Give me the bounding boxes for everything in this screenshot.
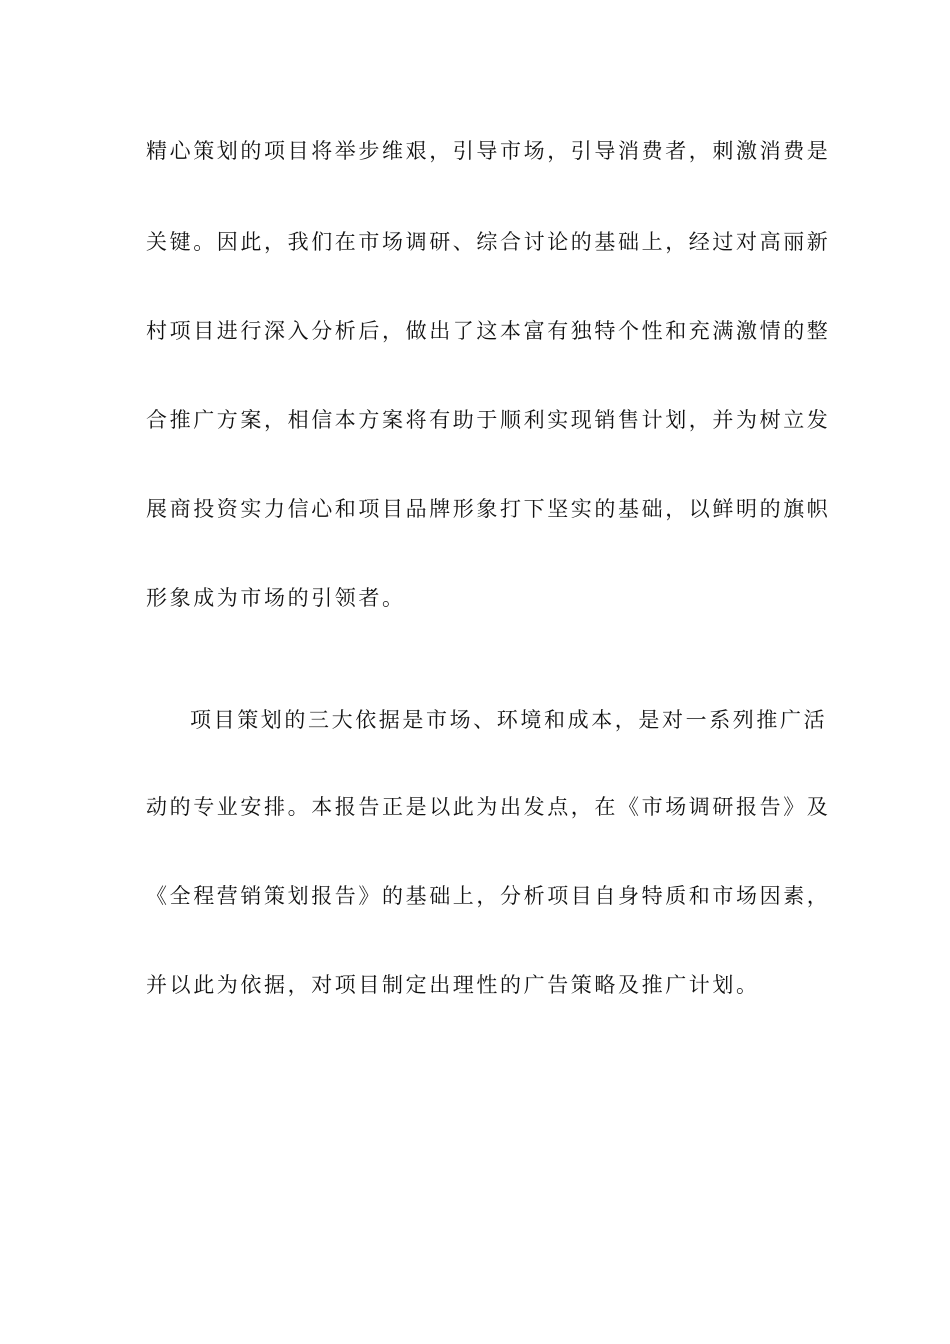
paragraph-line: 项目策划的三大依据是市场、环境和成本，是对一系列推广活 [190, 708, 828, 732]
paragraph-line: 村项目进行深入分析后，做出了这本富有独特个性和充满激情的整 [146, 319, 831, 343]
paragraph-line: 合推广方案，相信本方案将有助于顺利实现销售计划，并为树立发 [146, 408, 831, 432]
paragraph-line: 关键。因此，我们在市场调研、综合讨论的基础上，经过对高丽新 [146, 230, 831, 254]
paragraph-line: 展商投资实力信心和项目品牌形象打下坚实的基础，以鲜明的旗帜 [146, 497, 831, 521]
paragraph-line: 《全程营销策划报告》的基础上，分析项目自身特质和市场因素， [146, 884, 831, 908]
paragraph-line: 精心策划的项目将举步维艰，引导市场，引导消费者，刺激消费是 [146, 139, 831, 163]
paragraph-line: 动的专业安排。本报告正是以此为出发点，在《市场调研报告》及 [146, 795, 831, 819]
paragraph-line: 形象成为市场的引领者。 [146, 586, 406, 610]
paragraph-line: 并以此为依据，对项目制定出理性的广告策略及推广计划。 [146, 973, 760, 997]
